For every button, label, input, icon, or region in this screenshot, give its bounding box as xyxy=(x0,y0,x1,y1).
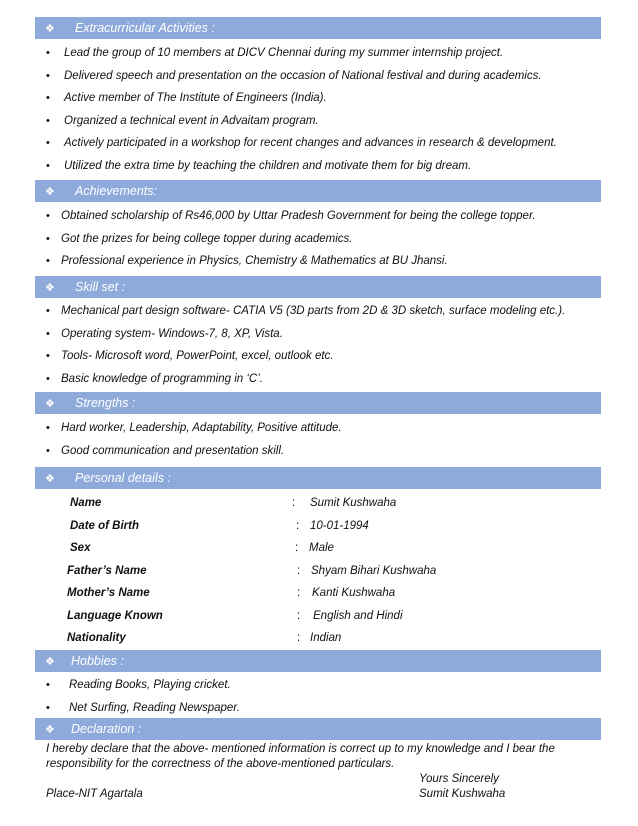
colon-separator: : xyxy=(297,564,301,577)
list-item: • Professional experience in Physics, Chemistry & Mathematics at BU Jhansi. xyxy=(46,255,448,268)
personal-row-dob xyxy=(0,518,638,541)
place-text: Place-NIT Agartala xyxy=(46,788,143,800)
hobbies-list xyxy=(46,677,240,722)
field-label: Name xyxy=(70,497,102,509)
field-label: Sex xyxy=(70,542,91,554)
closing-salutation: Yours Sincerely xyxy=(419,773,499,785)
field-value: Sumit Kushwaha xyxy=(310,497,397,509)
colon-separator: : xyxy=(296,519,300,532)
personal-row-name xyxy=(0,495,638,518)
list-item: • Reading Books, Playing cricket. xyxy=(46,679,231,691)
list-item: • Actively participated in a workshop for recent changes and advances in research & development. xyxy=(46,137,557,150)
field-value: English and Hindi xyxy=(313,609,403,622)
list-item: • Basic knowledge of programming in ‘C’. xyxy=(46,372,263,385)
bullet-icon: • xyxy=(46,255,50,268)
strengths-list xyxy=(46,420,342,465)
colon-separator: : xyxy=(297,632,301,644)
list-item: • Lead the group of 10 members at DICV Chennai during my summer internship project. xyxy=(46,47,504,59)
bullet-icon: • xyxy=(46,701,50,714)
section-header-achievements xyxy=(35,180,601,202)
section-title: Strengths : xyxy=(75,396,136,410)
section-header-extracurricular xyxy=(35,17,601,39)
bullet-icon: • xyxy=(46,69,50,82)
section-title: Declaration : xyxy=(71,722,142,736)
diamond-bullet-icon: ❖ xyxy=(45,23,55,35)
field-value: Male xyxy=(309,542,334,554)
personal-row-sex xyxy=(0,540,638,563)
list-item: • Delivered speech and presentation on the occasion of National festival and during academics. xyxy=(46,69,542,82)
extracurricular-list xyxy=(46,45,557,181)
bullet-icon: • xyxy=(46,114,50,127)
list-item: • Obtained scholarship of Rs46,000 by Uttar Pradesh Government for being the college topper. xyxy=(46,210,536,222)
list-item: • Organized a technical event in Advaitam program. xyxy=(46,114,319,127)
section-header-personal xyxy=(35,467,601,489)
bullet-icon: • xyxy=(46,305,50,317)
field-value: Indian xyxy=(310,632,342,644)
bullet-icon: • xyxy=(46,422,50,434)
diamond-bullet-icon: ❖ xyxy=(45,473,55,485)
section-title: Personal details : xyxy=(75,471,171,485)
section-header-skills xyxy=(35,276,601,298)
personal-row-mother xyxy=(0,585,638,608)
list-item: • Active member of The Institute of Engineers (India). xyxy=(46,92,327,105)
field-label: Father’s Name xyxy=(67,564,147,577)
signature-name: Sumit Kushwaha xyxy=(419,788,506,800)
personal-details-table xyxy=(0,495,638,653)
section-title: Hobbies : xyxy=(71,654,124,668)
bullet-icon: • xyxy=(46,444,50,457)
field-value: 10-01-1994 xyxy=(310,519,369,532)
colon-separator: : xyxy=(295,542,299,554)
personal-row-father xyxy=(0,563,638,586)
bullet-icon: • xyxy=(46,92,50,105)
bullet-icon: • xyxy=(46,232,50,245)
bullet-icon: • xyxy=(46,327,50,340)
colon-separator: : xyxy=(297,587,301,599)
bullet-icon: • xyxy=(46,137,50,150)
field-label: Date of Birth xyxy=(70,519,139,532)
list-item: • Mechanical part design software- CATIA V5 (3D parts from 2D & 3D sketch, surface modeling etc.). xyxy=(46,305,566,317)
list-item: • Hard worker, Leadership, Adaptability, Positive attitude. xyxy=(46,422,342,434)
colon-separator: : xyxy=(297,609,301,622)
diamond-bullet-icon: ❖ xyxy=(45,186,55,198)
bullet-icon: • xyxy=(46,372,50,385)
field-value: Kanti Kushwaha xyxy=(312,587,396,599)
section-title: Achievements: xyxy=(75,184,157,198)
bullet-icon: • xyxy=(46,679,50,691)
section-title: Extracurricular Activities : xyxy=(75,21,215,35)
bullet-icon: • xyxy=(46,350,50,363)
diamond-bullet-icon: ❖ xyxy=(45,724,55,736)
diamond-bullet-icon: ❖ xyxy=(45,282,55,294)
colon-separator: : xyxy=(292,497,296,509)
list-item: • Operating system- Windows-7, 8, XP, Vista. xyxy=(46,327,283,340)
list-item: • Good communication and presentation skill. xyxy=(46,444,285,457)
list-item: • Tools- Microsoft word, PowerPoint, excel, outlook etc. xyxy=(46,350,334,363)
field-value: Shyam Bihari Kushwaha xyxy=(311,564,437,577)
section-header-declaration xyxy=(35,718,601,740)
list-item: • Got the prizes for being college topper during academics. xyxy=(46,232,353,245)
skills-list xyxy=(46,303,565,393)
section-header-strengths xyxy=(35,392,601,414)
section-header-hobbies xyxy=(35,650,601,672)
list-item: • Utilized the extra time by teaching the children and motivate them for big dream. xyxy=(46,159,472,172)
field-label: Language Known xyxy=(67,609,163,622)
bullet-icon: • xyxy=(46,47,50,59)
declaration-text: I hereby declare that the above- mentioned information is correct up to my knowledge and I bear the responsibility for the correctness of the above-mentioned particulars. xyxy=(46,743,555,770)
diamond-bullet-icon: ❖ xyxy=(45,398,55,410)
personal-row-language xyxy=(0,608,638,631)
field-label: Nationality xyxy=(67,632,126,644)
bullet-icon: • xyxy=(46,159,50,172)
section-title: Skill set : xyxy=(75,280,126,294)
list-item: • Net Surfing, Reading Newspaper. xyxy=(46,701,240,714)
achievements-list xyxy=(46,208,536,276)
diamond-bullet-icon: ❖ xyxy=(45,656,55,668)
bullet-icon: • xyxy=(46,210,50,222)
field-label: Mother’s Name xyxy=(67,587,150,599)
